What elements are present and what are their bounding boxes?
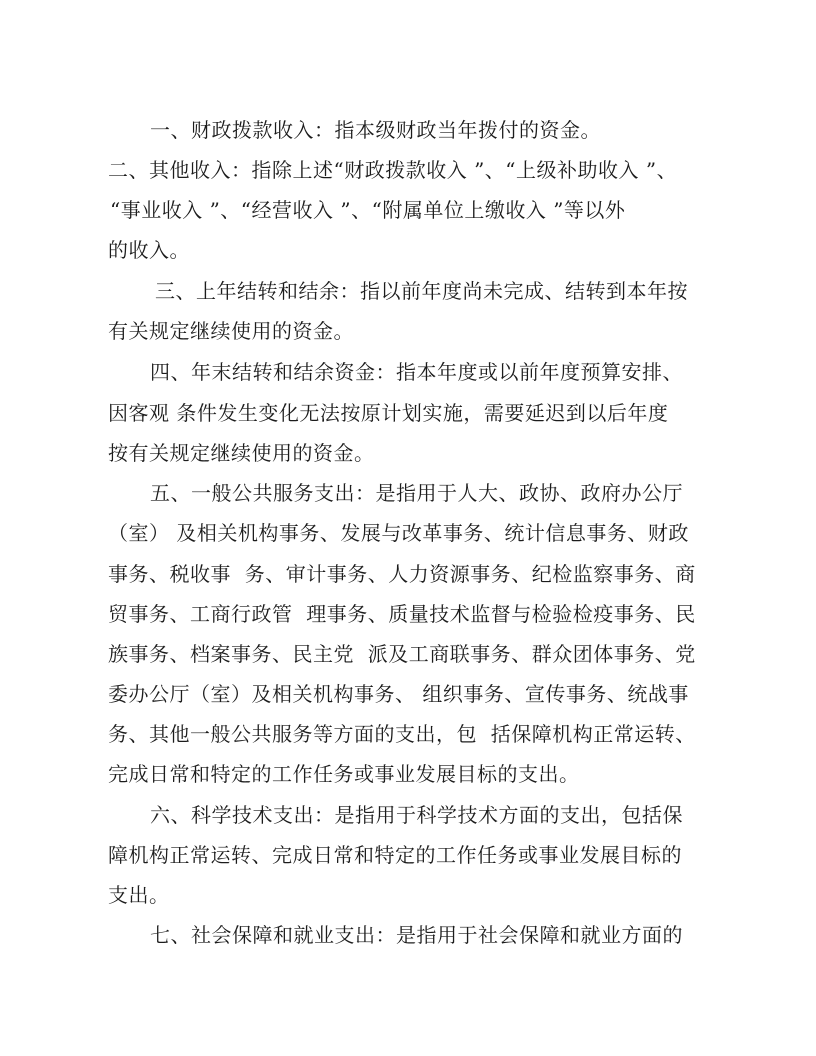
- text-line: 支出。: [108, 883, 170, 907]
- text-line: 二、其他收入：指除上述“财政拨款收入 ”、“上级补助收入 ”、: [108, 158, 678, 182]
- text-line: 六、科学技术支出：是指用于科学技术方面的支出，包括保: [150, 803, 683, 827]
- text-line: 三、上年结转和结余：指以前年度尚未完成、结转到本年按: [155, 279, 688, 303]
- text-line: 四、年末结转和结余资金：指本年度或以前年度预算安排、: [150, 360, 683, 384]
- text-line: 事务、税收事 务、审计事务、人力资源事务、纪检监察事务、商: [108, 562, 696, 586]
- text-line: 因客观 条件发生变化无法按原计划实施，需要延迟到以后年度: [108, 401, 669, 425]
- text-line: （室） 及相关机构事务、发展与改革事务、统计信息事务、财政: [108, 521, 689, 545]
- text-line: 障机构正常运转、完成日常和特定的工作任务或事业发展目标的: [108, 843, 682, 867]
- text-line: 族事务、档案事务、民主党 派及工商联事务、群众团体事务、党: [108, 642, 696, 666]
- text-line: 贸事务、工商行政管 理事务、质量技术监督与检验检疫事务、民: [108, 602, 696, 626]
- text-line: 的收入。: [108, 238, 190, 262]
- text-line: 按有关规定继续使用的资金。: [108, 441, 375, 465]
- text-line: 五、一般公共服务支出：是指用于人大、政协、政府办公厅: [150, 481, 683, 505]
- text-line: 有关规定继续使用的资金。: [108, 319, 354, 343]
- text-line: 一、财政拨款收入：指本级财政当年拨付的资金。: [150, 118, 601, 142]
- text-line: 七、社会保障和就业支出：是指用于社会保障和就业方面的: [150, 923, 683, 947]
- text-line: “事业收入 ”、“经营收入 ”、“附属单位上缴收入 ”等以外: [110, 198, 626, 222]
- text-line: 委办公厅（室）及相关机构事务、 组织事务、宣传事务、统战事: [108, 682, 689, 706]
- text-line: 务、其他一般公共服务等方面的支出，包 括保障机构正常运转、: [108, 722, 696, 746]
- text-line: 完成日常和特定的工作任务或事业发展目标的支出。: [108, 762, 580, 786]
